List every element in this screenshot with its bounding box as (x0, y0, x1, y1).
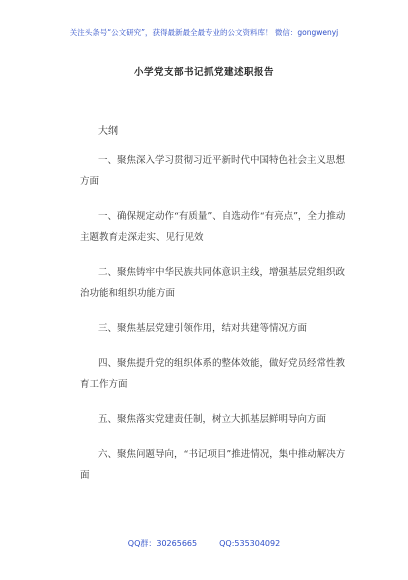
outline-item: 一、确保规定动作“有质量”、自选动作“有亮点”，全力推动主题教育走深走实、见行见效 (80, 211, 346, 243)
outline-item: 五、聚焦落实党建责任制，树立大抓基层鲜明导向方面 (98, 414, 327, 425)
outline-label: 大纲 (98, 126, 118, 137)
footer-qq: QQ:535304092 (219, 539, 281, 548)
outline-item: 三、聚焦基层党建引领作用，结对共建等情况方面 (98, 323, 308, 334)
footer-contact (0, 538, 408, 549)
header-promo-note: 关注头条号“公文研究”，获得最新最全最专业的公文资料库！ 微信：gongwenyj (69, 28, 339, 37)
outline-item: 一、聚焦深入学习贯彻习近平新时代中国特色社会主义思想方面 (80, 155, 346, 187)
outline-list (0, 150, 408, 500)
outline-item: 四、聚焦提升党的组织体系的整体效能，做好党员经常性教育工作方面 (80, 358, 346, 390)
outline-item: 六、聚焦问题导向，“书记项目”推进情况，集中推动解决方面 (80, 449, 346, 481)
outline-item: 二、聚焦铸牢中华民族共同体意识主线，增强基层党组织政治功能和组织功能方面 (80, 267, 346, 299)
document-title: 小学党支部书记抓党建述职报告 (133, 67, 274, 78)
footer-qq-group: QQ群：30265665 (127, 539, 198, 548)
